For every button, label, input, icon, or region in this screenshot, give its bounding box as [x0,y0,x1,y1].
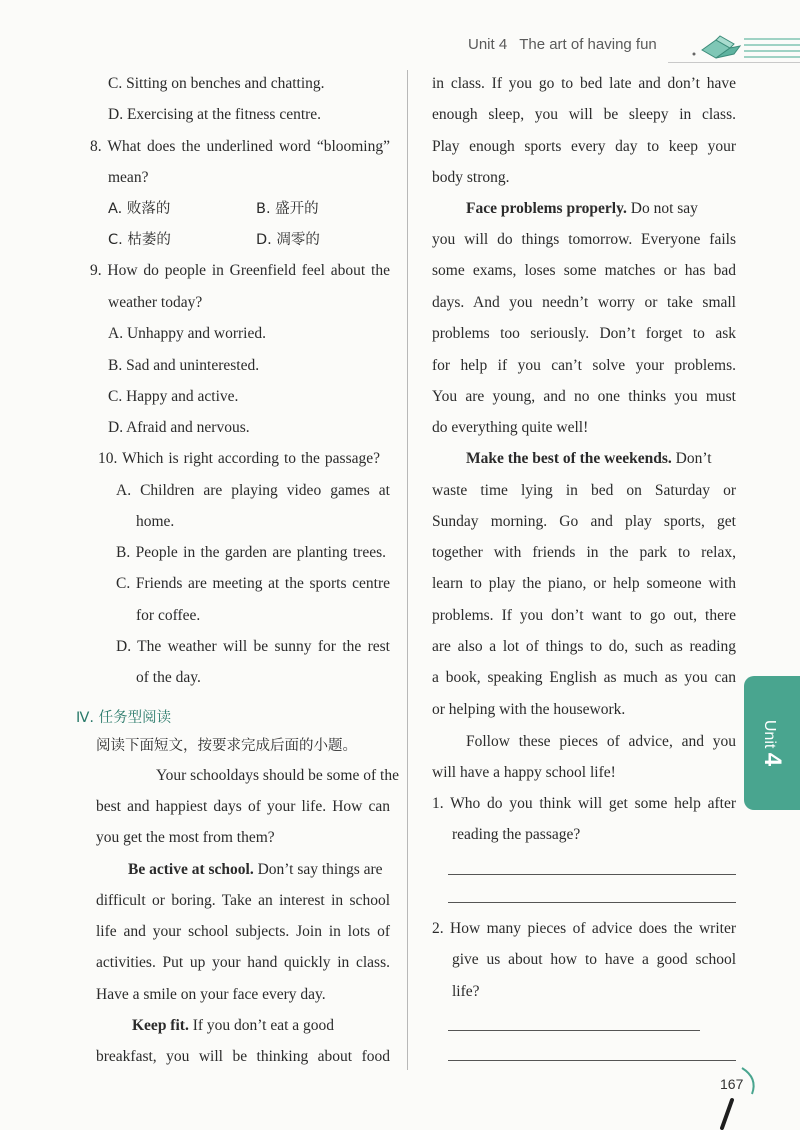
passage-line: together with friends in the park to relax, [432,544,736,561]
passage-line: in class. If you go to bed late and don’t have [432,75,736,92]
q9-option-c: C. Happy and active. [108,388,239,405]
q9-option-a: A. Unhappy and worried. [108,325,266,342]
passage-line: best and happiest days of your life. How can [96,798,390,815]
passage-text: Don’t [671,450,712,467]
passage-line: will have a happy school life! [432,764,616,781]
q8-question-cont: mean? [108,169,149,186]
passage-line: breakfast, you will be thinking about food [96,1048,390,1065]
passage-line: learn to play the piano, or help someone with [432,575,736,592]
passage-line: body strong. [432,169,510,186]
q10-option-a-cont: home. [136,513,175,530]
q8-question: 8. What does the underlined word “blooming” [90,138,390,155]
task-question-1-cont: reading the passage? [452,826,581,843]
answer-line-2a[interactable] [448,1030,700,1031]
passage-line: Play enough sports every day to keep your [432,138,736,155]
passage-line [466,449,712,469]
column-divider [407,70,408,1070]
header-unit: Unit 4 [468,36,508,53]
passage-line: Have a smile on your face every day. [96,986,326,1003]
answer-line-2b[interactable] [448,1060,736,1061]
passage-line [466,199,698,219]
passage-line: Follow these pieces of advice, and you [466,733,736,750]
q10-question: 10. Which is right according to the passage? [98,450,380,467]
passage-line: problems too seriously. Don’t forget to ask [432,325,736,342]
task-question-2-cont: life? [452,983,480,1000]
passage-line: a book, speaking English as much as you can [432,669,736,686]
answer-line-1b[interactable] [448,902,736,903]
q8-option-a: A. 败落的 [108,201,171,217]
passage-line: activities. Put up your hand quickly in class. [96,954,390,971]
q10-option-d: D. The weather will be sunny for the rest [116,638,390,655]
q10-option-b: B. People in the garden are planting trees. [116,544,386,561]
task-question-1: 1. Who do you think will get some help after [432,795,736,812]
q9-option-b: B. Sad and uninterested. [108,357,260,374]
heading-weekends: Make the best of the weekends. [466,450,672,467]
passage-line: difficult or boring. Take an interest in school [96,892,390,909]
q8-option-b: B. 盛开的 [256,201,319,217]
task-question-2: 2. How many pieces of advice does the writer [432,920,736,937]
q9-question-cont: weather today? [108,294,203,311]
passage-line: life and your school subjects. Join in lots of [96,923,390,940]
unit-side-tab [744,676,800,810]
passage-line: for help if you can’t solve your problems. [432,357,736,374]
section-title: Ⅳ. 任务型阅读 [76,710,172,726]
passage-text: If you don’t eat a good [188,1017,335,1034]
q10-option-a: A. Children are playing video games at [116,482,390,499]
passage-line: Your schooldays should be some of the [156,767,399,784]
passage-line: are also a lot of things to do, such as reading [432,638,736,655]
passage-line [128,860,383,880]
book-decoration-icon [668,28,800,68]
passage-line: You are young, and no one thinks you must [432,388,736,405]
header-title: The art of having fun [519,36,657,53]
answer-line-1a[interactable] [448,874,736,875]
passage-line [132,1016,334,1036]
running-header [468,36,657,53]
q7-option-d: D. Exercising at the fitness centre. [108,106,322,123]
heading-face-problems: Face problems properly. [466,200,627,217]
passage-line: you will do things tomorrow. Everyone fails [432,231,736,248]
passage-line: days. And you needn’t worry or take small [432,294,736,311]
passage-line: do everything quite well! [432,419,589,436]
section-instruction: 阅读下面短文，按要求完成后面的小题。 [96,738,357,754]
passage-line: waste time lying in bed on Saturday or [432,482,736,499]
page-corner-decoration-icon [712,1064,762,1130]
q8-option-d: D. 凋零的 [256,232,320,248]
q10-option-c: C. Friends are meeting at the sports centre [116,575,390,592]
q7-option-c: C. Sitting on benches and chatting. [108,75,325,92]
q10-option-d-cont: of the day. [136,669,201,686]
unit-tab-number: 4 [759,752,786,767]
passage-text: Don’t say things are [253,861,383,878]
q9-option-d: D. Afraid and nervous. [108,419,250,436]
passage-line: some exams, loses some matches or has bad [432,262,736,279]
q8-option-c: C. 枯萎的 [108,232,171,248]
passage-text: Do not say [626,200,698,217]
q9-question: 9. How do people in Greenfield feel about the [90,262,390,279]
passage-line: or helping with the housework. [432,701,626,718]
q10-option-c-cont: for coffee. [136,607,201,624]
passage-line: Sunday morning. Go and play sports, get [432,513,736,530]
unit-tab-label: Unit 4 [759,719,786,767]
heading-keep-fit: Keep fit. [132,1017,189,1034]
passage-line: you get the most from them? [96,829,275,846]
heading-be-active: Be active at school. [128,861,254,878]
passage-line: enough sleep, you will be sleepy in class. [432,106,736,123]
page-number: 167 [720,1076,744,1092]
task-question-2-cont: give us about how to have a good school [452,951,736,968]
passage-line: problems. If you don’t want to go out, there [432,607,736,624]
